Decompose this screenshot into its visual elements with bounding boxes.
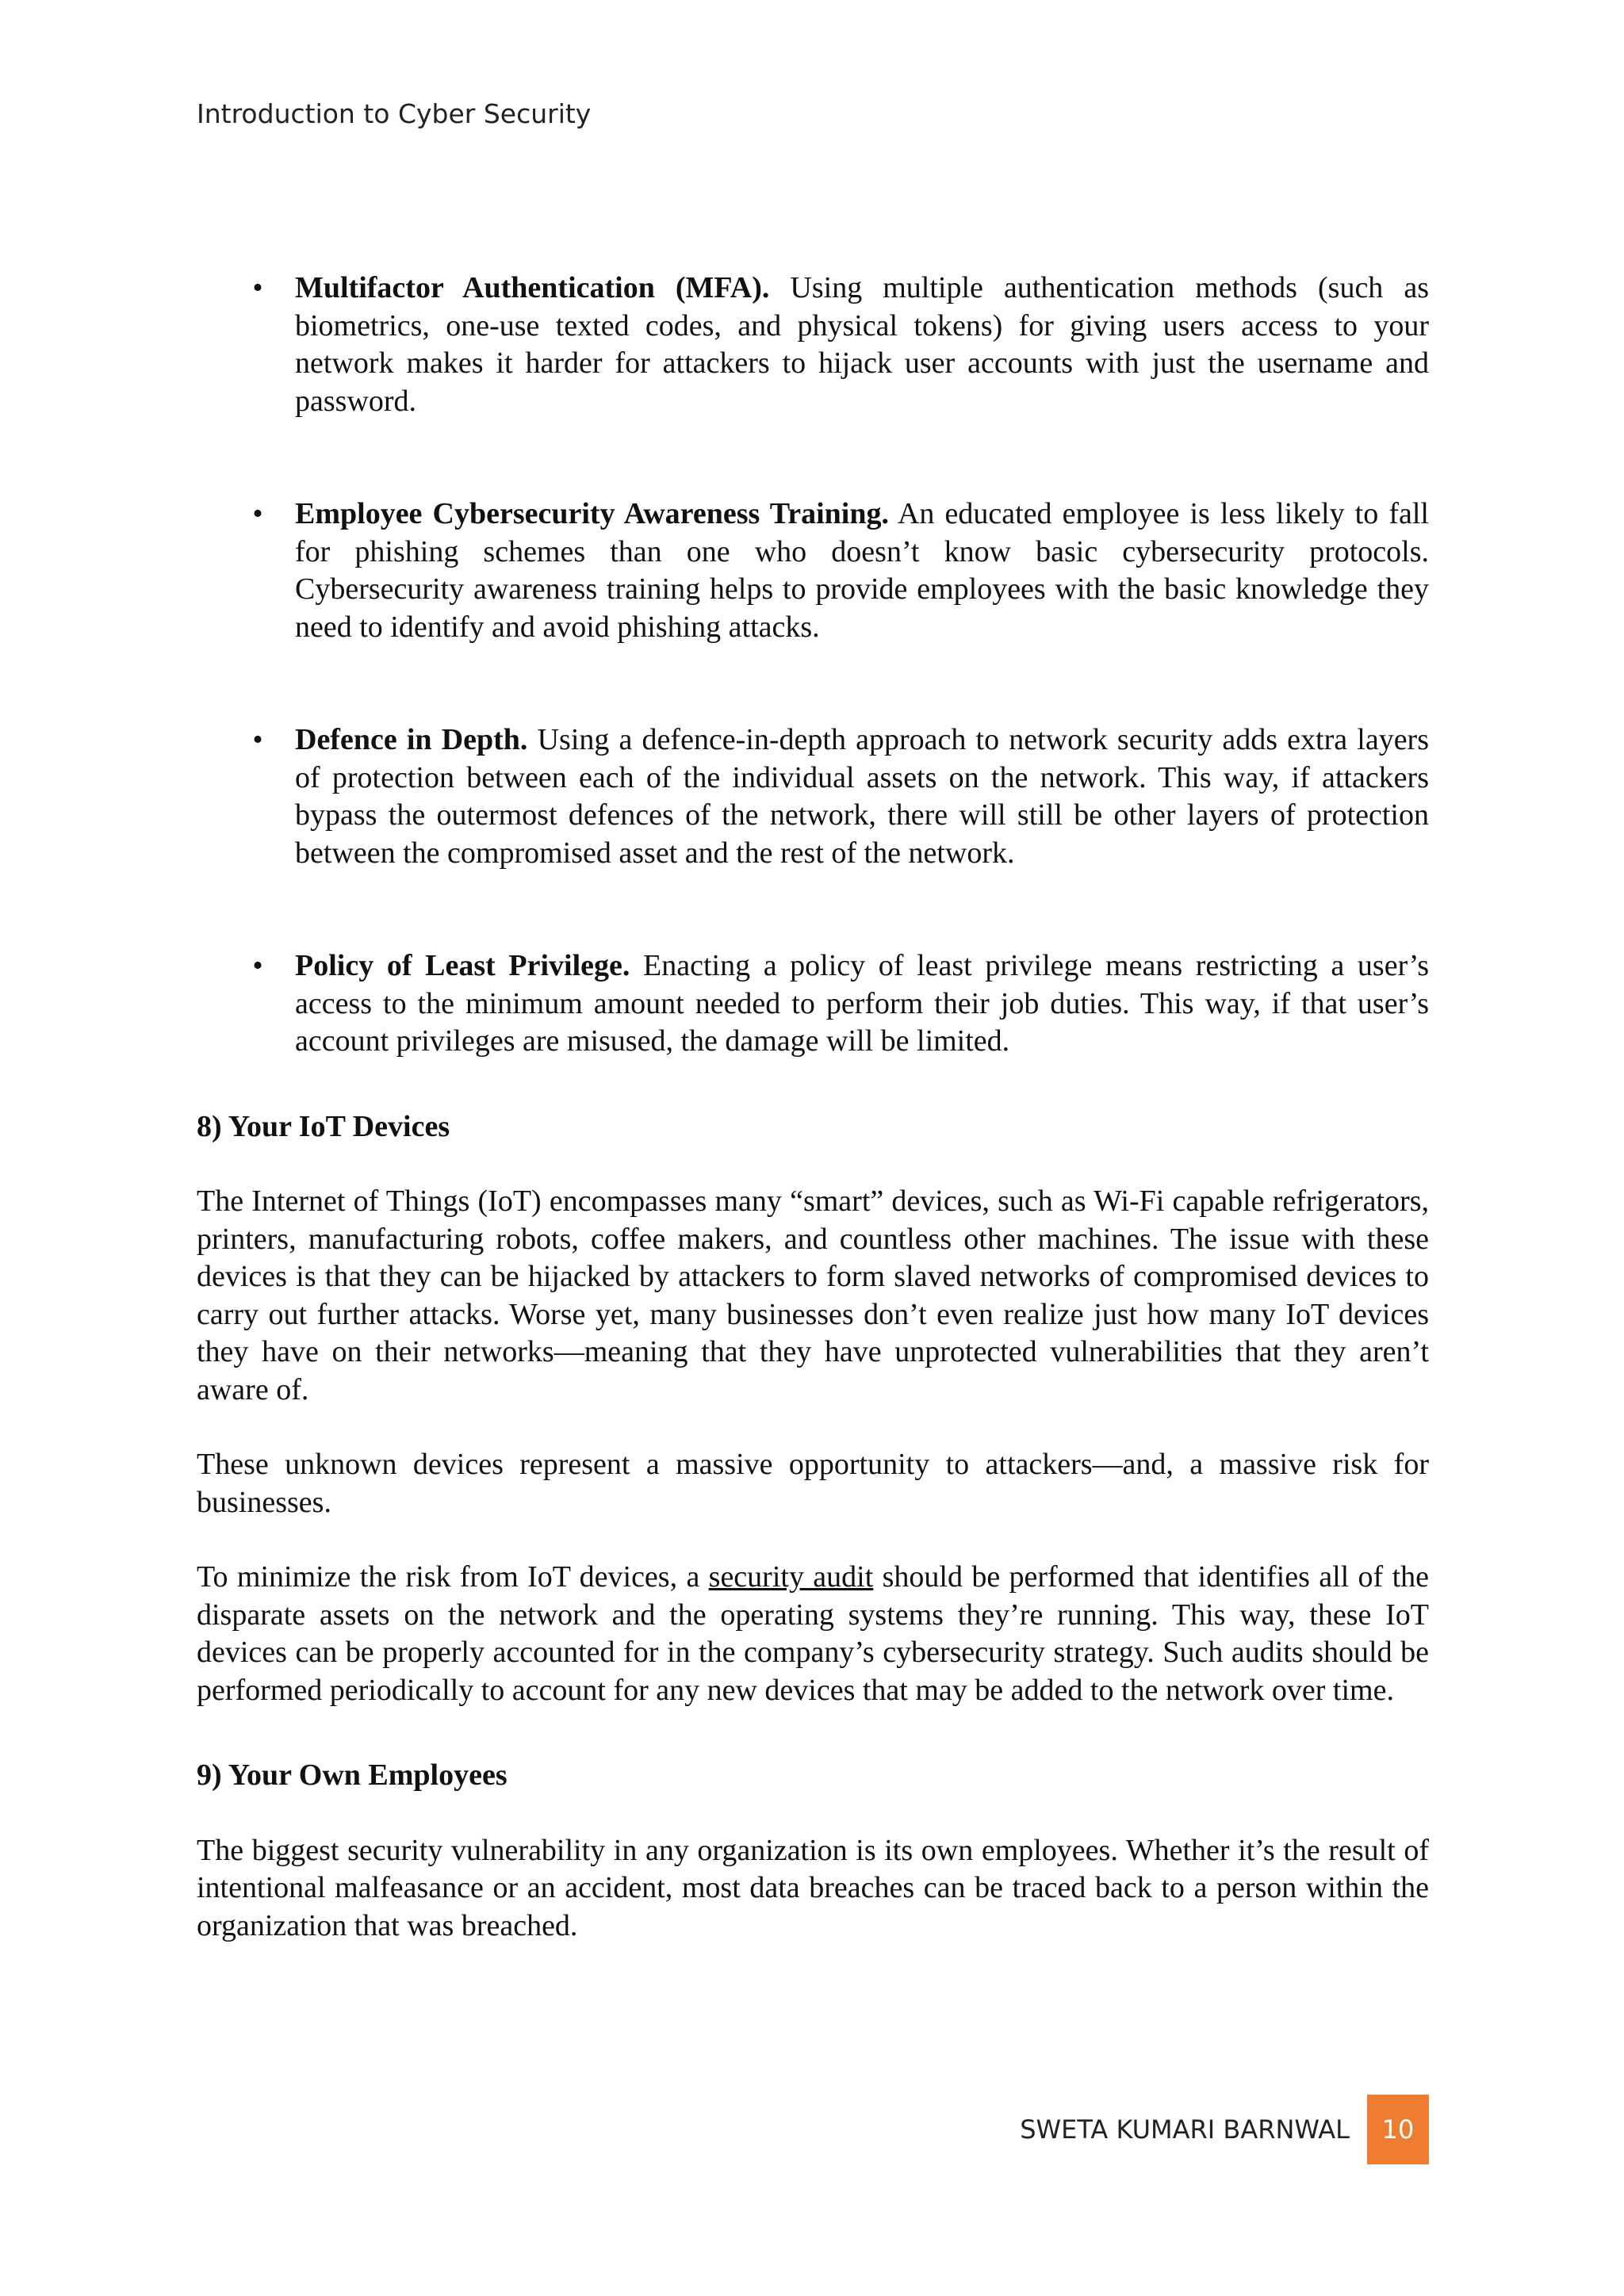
bullet-item-awareness-training [197,496,1429,646]
section-heading-own-employees: 9) Your Own Employees [197,1758,508,1792]
bullet-item-mfa [197,270,1429,420]
paragraph-text: should be performed that identifies all of the disparate assets on the network and the operating systems they’re running. This way, these IoT devices can be properly accounted for in the company’s cybersecurity strategy. Such audits should be performed periodically to account for any new devices that may be added to the network over time. [197,1560,1429,1707]
footer-author: SWETA KUMARI BARNWAL [1020,2114,1350,2145]
bullet-title: Employee Cybersecurity Awareness Training. [295,497,889,530]
page-number-badge: 10 [1367,2095,1429,2164]
bullet-marker: • [252,949,263,982]
paragraph: The biggest security vulnerability in any organization is its own employees. Whether it’s the result of intentional malfeasance or an accident, most data breaches can be traced back to a person within the organization that was breached. [197,1833,1429,1942]
bullet-text: An educated employee is less likely to fall for phishing schemes than one who doesn’t know basic cybersecurity protocols. Cybersecurity awareness training helps to provide employees with the basic knowledge they need to identify and avoid phishing attacks. [295,497,1429,644]
bullet-text: Using a defence-in-depth approach to network security adds extra layers of protection between each of the individual assets on the network. This way, if attackers bypass the outermost defences of the network, there will still be other layers of protection between the compromised asset and the rest of the network. [295,723,1430,870]
bullet-item-least-privilege [197,947,1429,1061]
running-header-title: Introduction to Cyber Security [197,98,592,129]
bullet-marker: • [252,271,263,304]
bullet-list [197,270,1429,1061]
paragraph: These unknown devices represent a massive opportunity to attackers—and, a massive risk for businesses. [197,1448,1429,1519]
paragraph [197,1559,1429,1709]
bullet-text: Enacting a policy of least privilege means restricting a user’s access to the minimum amount needed to perform their job duties. This way, if that user’s account privileges are misused, the damage will be limited. [295,949,1429,1058]
bullet-title: Multifactor Authentication (MFA). [295,271,770,304]
security-audit-link[interactable]: security audit [708,1560,874,1594]
bullet-marker: • [252,497,263,530]
page-body [197,270,1429,1982]
paragraph: The Internet of Things (IoT) encompasses many “smart” devices, such as Wi-Fi capable refrigerators, printers, manufacturing robots, coffee makers, and countless other machines. The issue with these devices is that they can be hijacked by attackers to form slaved networks of compromised devices to carry out further attacks. Worse yet, many businesses don’t even realize just how many IoT devices they have on their networks—meaning that they have unprotected vulnerabilities that they aren’t aware of. [197,1184,1429,1406]
bullet-title: Policy of Least Privilege. [295,949,630,982]
bullet-item-defence-in-depth [197,721,1429,872]
bullet-title: Defence in Depth. [295,723,528,756]
section-heading-iot-devices: 8) Your IoT Devices [197,1109,450,1143]
bullet-marker: • [252,723,263,756]
page-footer [1020,2095,1429,2164]
paragraph-text: To minimize the risk from IoT devices, a [197,1560,709,1594]
bullet-text: Using multiple authentication methods (such as biometrics, one-use texted codes, and physical tokens) for giving users access to your network makes it harder for attackers to hijack user accounts with just the username and password. [295,271,1429,418]
